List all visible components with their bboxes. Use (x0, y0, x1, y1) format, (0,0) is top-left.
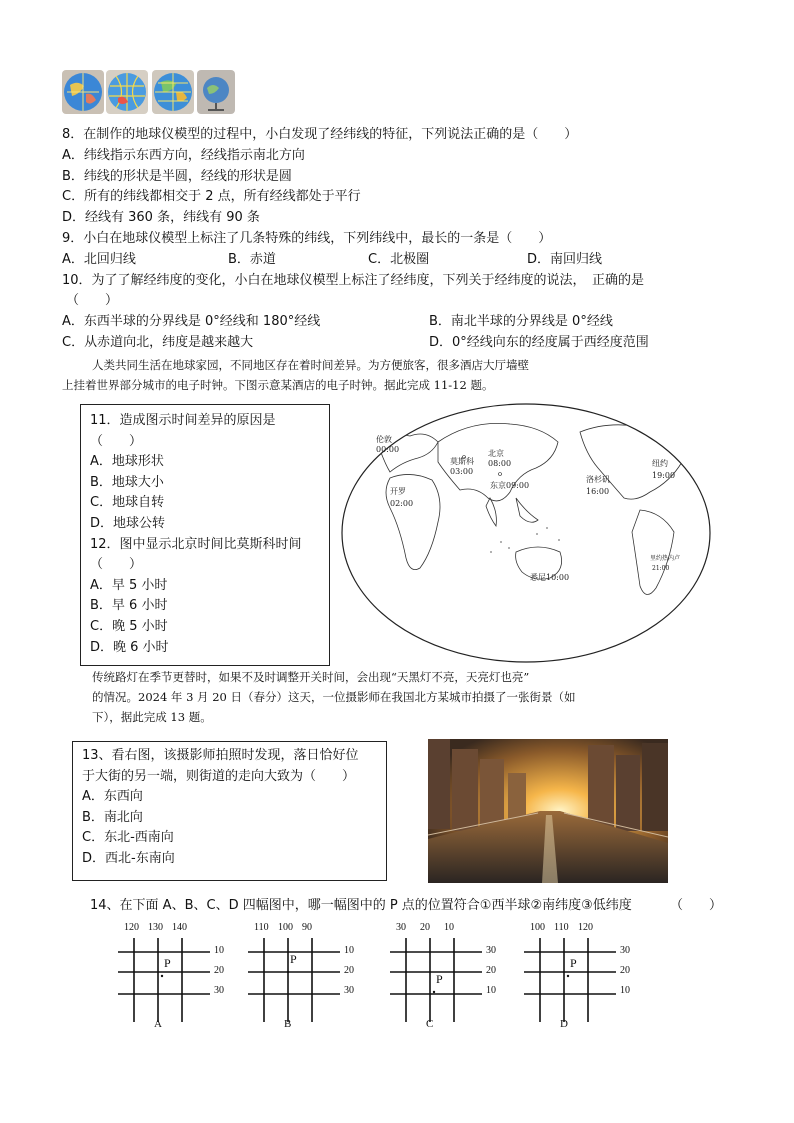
q8-option-d[interactable]: D．经线有 360 条，纬线有 90 条 (62, 210, 260, 225)
globe-photo-4 (197, 70, 235, 114)
globe-photo-2 (106, 70, 148, 114)
intro-11-12-line1: 人类共同生活在地球家园，不同地区存在着时间差异。为方便旅客，很多酒店大厅墙壁 (92, 358, 529, 372)
q14-grid-C-side-label: 30 (486, 945, 496, 956)
q14-grid-A-side-label: 30 (214, 985, 224, 996)
map-city-8-name: 悉尼 (530, 573, 546, 582)
q14-grid-D-side-label: 20 (620, 965, 630, 976)
q13-stem-line2: 于大街的另一端，则街道的走向大致为（ ） (82, 768, 356, 784)
map-city-7-name: 里约热内卢 (650, 555, 681, 562)
q11-12-box (80, 404, 330, 666)
q14-grid-B-caption: B (284, 1018, 292, 1030)
intro-13-line1: 传统路灯在季节更替时，如果不及时调整开关时间，会出现“天黑灯不亮，天亮灯也亮” (92, 670, 530, 684)
q14-grid-C-side-label: 10 (486, 985, 496, 996)
map-city-3-name: 东京 (490, 481, 506, 490)
q14-grid-B-side-label: 20 (344, 965, 354, 976)
q12-option-a[interactable]: A．早 5 小时 (90, 577, 168, 593)
q10-paren: （ ） (66, 293, 119, 308)
q9-option-b[interactable]: B．赤道 (228, 252, 276, 267)
map-city-0-name: 伦敦 (376, 435, 392, 444)
intro-13-line2: 的情况。2024 年 3 月 20 日（春分）这天，一位摄影师在我国北方某城市拍摄了一张街景（如 (92, 690, 576, 704)
q10-option-a[interactable]: A．东西半球的分界线是 0°经线和 180°经线 (62, 314, 321, 329)
q14-grid-C[interactable] (390, 918, 500, 1038)
q14-grid-B-point-p: P (290, 952, 297, 966)
q14-grid-D-top-label: 100 (530, 922, 545, 933)
q14-grid-A-top-label: 120 (124, 922, 139, 933)
q13-option-c[interactable]: C．东北-西南向 (82, 830, 174, 846)
map-city-3-time: 09:00 (506, 481, 530, 490)
q12-paren: （ ） (90, 557, 143, 573)
map-city-4-name: 开罗 (390, 487, 406, 496)
q14-grid-B-top-label: 110 (254, 922, 269, 933)
q10-option-b[interactable]: B．南北半球的分界线是 0°经线 (429, 314, 613, 329)
q11-paren: （ ） (90, 433, 143, 449)
q14-grid-A-side-label: 10 (214, 945, 224, 956)
map-city-6-time: 19:00 (652, 471, 676, 480)
q8-stem: 8．在制作的地球仪模型的过程中，小白发现了经纬线的特征，下列说法正确的是（ ） (62, 127, 578, 142)
q14-grid-C-top-label: 10 (444, 922, 454, 933)
q13-box (72, 741, 387, 881)
q12-option-b[interactable]: B．早 6 小时 (90, 598, 168, 614)
q14-grid-C-side-label: 20 (486, 965, 496, 976)
map-city-4-time: 02:00 (390, 499, 414, 508)
q14-grid-C-point-p: P (436, 972, 443, 986)
q14-grid-C-caption: C (426, 1018, 434, 1030)
q10-option-c[interactable]: C．从赤道向北，纬度是越来越大 (62, 335, 254, 350)
map-city-6-name: 纽约 (652, 459, 668, 468)
intro-11-12-line2: 上挂着世界部分城市的电子时钟。下图示意某酒店的电子时钟。据此完成 11-12 题。 (62, 378, 494, 392)
q11-option-a[interactable]: A．地球形状 (90, 454, 164, 470)
q14-grid-C-top-label: 30 (396, 922, 406, 933)
q8-option-b[interactable]: B．纬线的形状是半圆，经线的形状是圆 (62, 169, 292, 184)
q12-stem: 12．图中显示北京时间比莫斯科时间 (90, 536, 302, 552)
q14-grid-D-side-label: 10 (620, 985, 630, 996)
q9-option-c[interactable]: C．北极圈 (368, 252, 430, 267)
q10-stem: 10．为了了解经纬度的变化，小白在地球仪模型上标注了经纬度，下列关于经纬度的说法， 正确的是 (62, 273, 645, 288)
q11-option-c[interactable]: C．地球自转 (90, 495, 165, 511)
q14-stem: 14、在下面 A、B、C、D 四幅图中，哪一幅图中的 P 点的位置符合①西半球②南纬度③低纬度 (90, 898, 632, 913)
q12-option-d[interactable]: D．晚 6 小时 (90, 639, 169, 655)
q14-grid-D-top-label: 110 (554, 922, 569, 933)
q14-grid-B[interactable] (248, 918, 358, 1038)
q14-grid-C-top-label: 20 (420, 922, 430, 933)
q9-stem: 9．小白在地球仪模型上标注了几条特殊的纬线，下列纬线中，最长的一条是（ ） (62, 231, 552, 246)
intro-13-line3: 下），据此完成 13 题。 (92, 710, 212, 724)
q13-option-b[interactable]: B．南北向 (82, 809, 143, 825)
q14-grid-B-top-label: 90 (302, 922, 312, 933)
q11-option-b[interactable]: B．地球大小 (90, 474, 164, 490)
map-city-1-time: 03:00 (450, 467, 474, 476)
q14-grid-A-point-p: P (164, 956, 171, 970)
q14-grid-B-side-label: 30 (344, 985, 354, 996)
q14-grid-A[interactable] (118, 918, 228, 1038)
q14-grid-D-point-p: P (570, 956, 577, 970)
q9-option-a[interactable]: A．北回归线 (62, 252, 136, 267)
q8-option-c[interactable]: C．所有的纬线都相交于 2 点，所有经线都处于平行 (62, 189, 361, 204)
map-city-2-time: 08:00 (488, 459, 512, 468)
q14-grid-D-top-label: 120 (578, 922, 593, 933)
world-time-map (340, 402, 712, 664)
sunset-street-photo (428, 739, 668, 883)
q14-grid-A-top-label: 140 (172, 922, 187, 933)
q11-stem: 11．造成图示时间差异的原因是 (90, 413, 276, 428)
map-city-7-time: 21:00 (652, 565, 670, 572)
globe-photo-3 (152, 70, 194, 114)
map-city-5-time: 16:00 (586, 487, 610, 496)
q13-option-a[interactable]: A．东西向 (82, 789, 143, 805)
q14-grid-D-caption: D (560, 1018, 568, 1030)
q14-grid-A-caption: A (154, 1018, 162, 1030)
q11-option-d[interactable]: D．地球公转 (90, 515, 166, 531)
q10-option-d[interactable]: D．0°经线向东的经度属于西经度范围 (429, 335, 649, 350)
q9-option-d[interactable]: D．南回归线 (527, 252, 603, 267)
q14-paren: （ ） (670, 898, 723, 913)
map-city-2-name: 北京 (488, 449, 504, 458)
q12-option-c[interactable]: C．晚 5 小时 (90, 618, 168, 634)
map-city-5-name: 洛杉矶 (586, 475, 610, 484)
q14-grid-B-top-label: 100 (278, 922, 293, 933)
map-city-8-time: 10:00 (546, 573, 570, 582)
q14-grid-A-top-label: 130 (148, 922, 163, 933)
q14-grid-A-side-label: 20 (214, 965, 224, 976)
q14-grid-D[interactable] (524, 918, 634, 1038)
q13-option-d[interactable]: D．西北-东南向 (82, 850, 175, 866)
q8-option-a[interactable]: A．纬线指示东西方向，经线指示南北方向 (62, 148, 305, 163)
q14-grid-D-side-label: 30 (620, 945, 630, 956)
map-city-1-name: 莫斯科 (450, 457, 474, 466)
globe-photo-1 (62, 70, 104, 114)
q14-grid-B-side-label: 10 (344, 945, 354, 956)
q13-stem-line1: 13、看右图，该摄影师拍照时发现，落日恰好位 (82, 748, 359, 763)
map-city-0-time: 00:00 (376, 445, 400, 454)
